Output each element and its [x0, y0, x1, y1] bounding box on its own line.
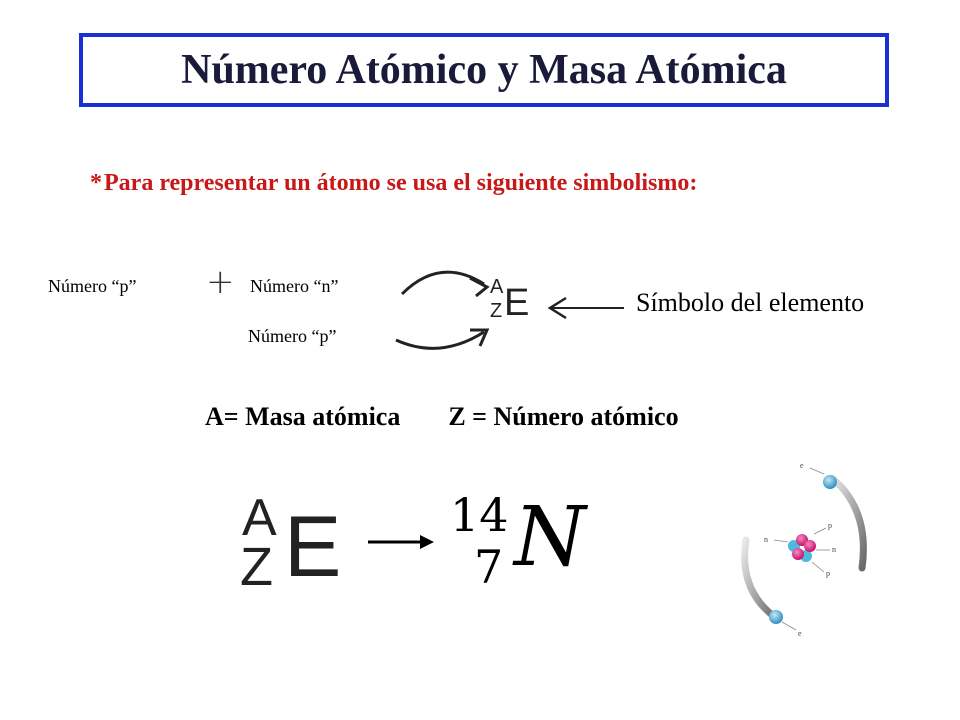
definition-mass: A= Masa atómica — [205, 402, 401, 431]
label-proton-number-bottom: Número “p” — [248, 326, 337, 346]
curved-arrow-bottom-icon — [396, 332, 484, 348]
nitrogen-notation — [450, 488, 590, 608]
proton-icon — [792, 548, 804, 560]
bullet-text: Para representar un átomo se usa el siguiente simbolismo: — [104, 170, 698, 196]
electron-bottom-icon — [769, 610, 783, 624]
nitrogen-atomic-number: 7 — [474, 540, 504, 594]
nitrogen-symbol: N — [514, 490, 586, 585]
electron-orbit-bottom — [745, 540, 776, 618]
atom-illustration — [730, 450, 880, 650]
example-arrowhead-icon — [420, 535, 434, 549]
symbol-element-letter: E — [504, 282, 530, 324]
nitrogen-mass-number: 14 — [450, 488, 509, 542]
neutron-label-right: n — [832, 545, 836, 554]
page-title: Número Atómico y Masa Atómica — [181, 47, 787, 93]
proton-icon — [804, 540, 816, 552]
electron-top-icon — [823, 475, 837, 489]
definitions-line — [205, 402, 679, 432]
electron-label-bottom: e — [798, 629, 802, 638]
electron-orbit-top — [832, 478, 863, 568]
bullet-star-icon: * — [90, 170, 102, 196]
symbol-mass-letter: A — [490, 276, 504, 298]
proton-label-top: p — [828, 521, 832, 530]
neutron-label-left: n — [764, 535, 768, 544]
large-element-letter: E — [284, 499, 342, 595]
large-atomic-letter: Z — [240, 537, 273, 597]
element-symbol-small — [488, 276, 548, 332]
large-mass-letter: A — [242, 489, 277, 547]
curved-arrow-top-icon — [402, 272, 484, 294]
proton-label-bottom: p — [826, 569, 830, 578]
symbol-atomic-letter: Z — [490, 300, 503, 322]
electron-label-top: e — [800, 461, 804, 470]
label-neutron-number: Número “n” — [250, 276, 339, 296]
definition-atomic-number: Z = Número atómico — [448, 402, 679, 431]
symbol-caption: Símbolo del elemento — [636, 288, 865, 317]
label-proton-number-left: Número “p” — [48, 276, 137, 296]
plus-sign: + — [206, 262, 235, 302]
element-symbol-large — [240, 490, 350, 610]
